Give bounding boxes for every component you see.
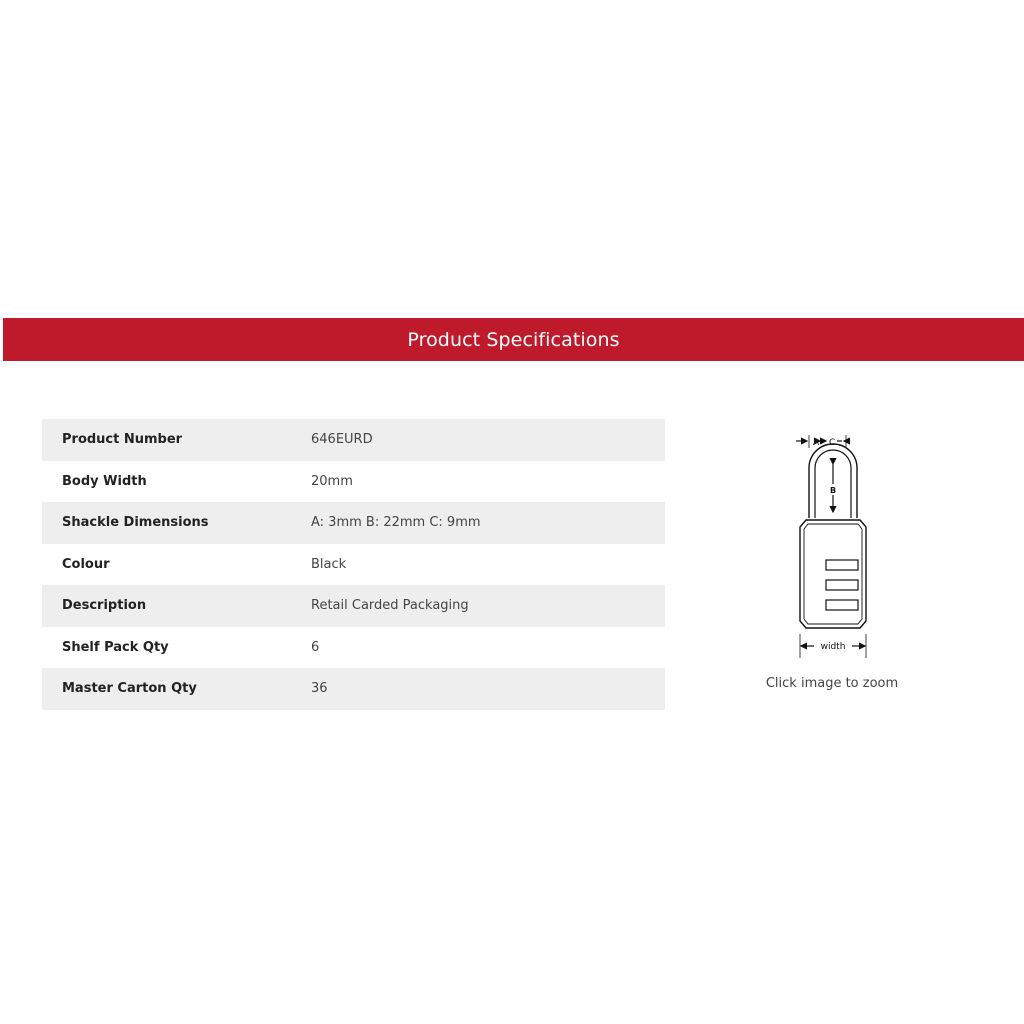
spec-label: Master Carton Qty xyxy=(42,668,311,710)
spec-header-title: Product Specifications xyxy=(407,328,620,351)
spec-row-shackle-dimensions xyxy=(42,502,665,544)
dimension-label-c: C xyxy=(829,438,836,448)
spec-value: 646EURD xyxy=(311,419,665,461)
spec-label: Body Width xyxy=(62,473,147,489)
spec-label: Shelf Pack Qty xyxy=(62,639,169,655)
spec-label: Product Number xyxy=(42,419,311,461)
click-to-zoom-caption[interactable]: Click image to zoom xyxy=(765,676,899,691)
spec-label: Description xyxy=(42,585,311,627)
spec-value: Retail Carded Packaging xyxy=(311,585,665,627)
spec-label: Shackle Dimensions xyxy=(42,502,311,544)
dimension-label-width: width xyxy=(820,642,846,652)
spec-header-banner xyxy=(3,318,1024,361)
spec-row-description xyxy=(42,585,665,627)
dimension-label-b: B xyxy=(830,486,837,495)
spec-value: Black xyxy=(311,556,347,572)
spec-row-colour xyxy=(42,544,665,586)
spec-row-body-width xyxy=(42,461,665,503)
spec-value: 6 xyxy=(311,639,320,655)
spec-value: A: 3mm B: 22mm C: 9mm xyxy=(311,502,665,544)
spec-table xyxy=(42,419,665,710)
padlock-diagram-image[interactable] xyxy=(790,428,880,663)
dimension-label-a: A xyxy=(813,438,820,448)
padlock-dimension-icon xyxy=(790,428,880,663)
spec-row-shelf-pack-qty xyxy=(42,627,665,669)
spec-label: Colour xyxy=(62,556,110,572)
spec-row-product-number xyxy=(42,419,665,461)
spec-value: 20mm xyxy=(311,473,353,489)
spec-value: 36 xyxy=(311,668,665,710)
spec-row-master-carton-qty xyxy=(42,668,665,710)
